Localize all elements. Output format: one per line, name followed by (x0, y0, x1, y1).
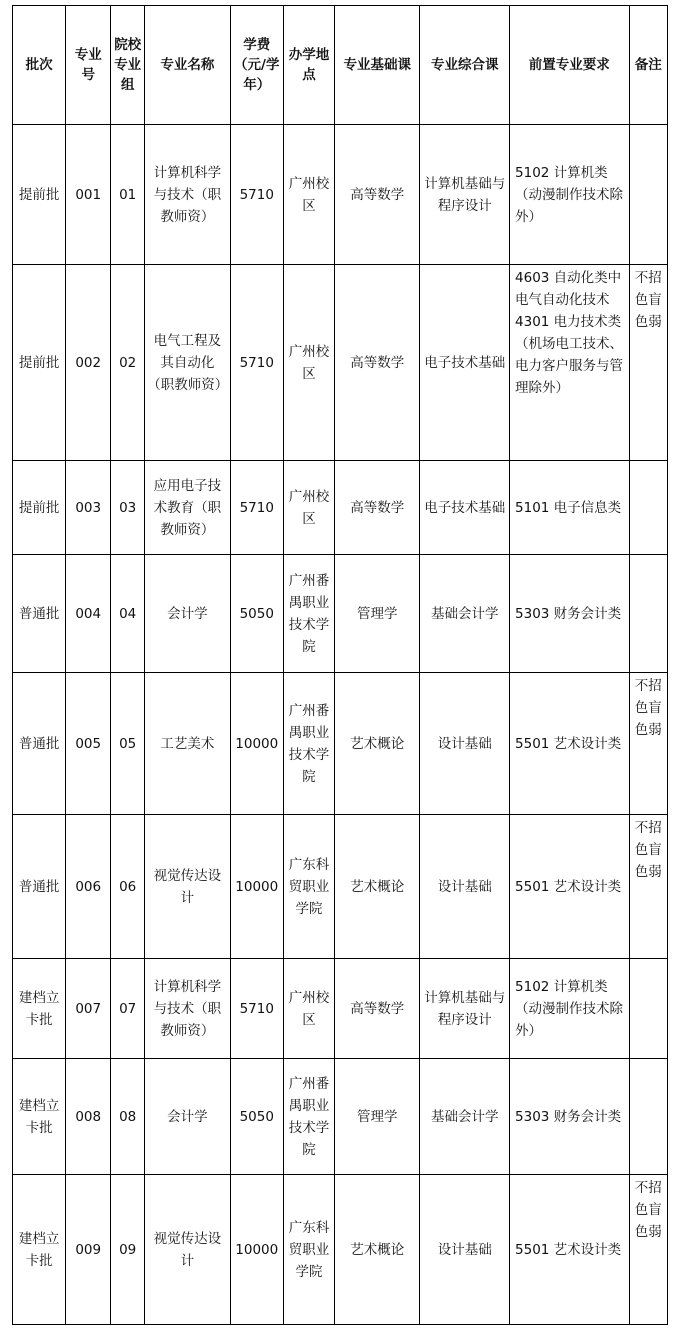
cell-location: 广州校区 (283, 461, 334, 555)
table-row (13, 555, 668, 673)
cell-base-course: 艺术概论 (335, 815, 420, 959)
header-tuition: 学费（元/学年） (230, 6, 283, 125)
cell-major-name: 应用电子技术教育（职教师资） (145, 461, 230, 555)
cell-tuition: 5050 (230, 1059, 283, 1175)
cell-group: 01 (111, 125, 145, 265)
cell-major-name: 视觉传达设计 (145, 815, 230, 959)
header-prereq: 前置专业要求 (510, 6, 629, 125)
cell-note (629, 125, 668, 265)
cell-comp-course: 设计基础 (420, 1175, 510, 1325)
cell-tuition: 10000 (230, 1175, 283, 1325)
cell-group: 08 (111, 1059, 145, 1175)
cell-batch: 建档立卡批 (13, 1175, 66, 1325)
cell-base-course: 高等数学 (335, 265, 420, 461)
header-base-course: 专业基础课 (335, 6, 420, 125)
cell-batch: 提前批 (13, 125, 66, 265)
table-row (13, 815, 668, 959)
cell-prereq: 4603 自动化类中电气自动化技术 4301 电力技术类（机场电工技术、电力客户服务与管理除外） (510, 265, 629, 461)
cell-prereq: 5102 计算机类（动漫制作技术除外） (510, 959, 629, 1059)
cell-comp-course: 电子技术基础 (420, 265, 510, 461)
cell-tuition: 5710 (230, 125, 283, 265)
cell-prereq: 5303 财务会计类 (510, 555, 629, 673)
cell-comp-course: 基础会计学 (420, 1059, 510, 1175)
table-row (13, 1175, 668, 1325)
cell-base-course: 高等数学 (335, 959, 420, 1059)
cell-comp-course: 设计基础 (420, 673, 510, 815)
cell-base-course: 高等数学 (335, 125, 420, 265)
admission-table (12, 5, 668, 1325)
cell-comp-course: 电子技术基础 (420, 461, 510, 555)
cell-note (629, 959, 668, 1059)
cell-group: 07 (111, 959, 145, 1059)
cell-tuition: 5050 (230, 555, 283, 673)
cell-prereq: 5501 艺术设计类 (510, 1175, 629, 1325)
header-row (13, 6, 668, 125)
table-row (13, 265, 668, 461)
cell-major-no: 003 (66, 461, 111, 555)
cell-group: 06 (111, 815, 145, 959)
cell-batch: 建档立卡批 (13, 959, 66, 1059)
cell-comp-course: 设计基础 (420, 815, 510, 959)
cell-base-course: 管理学 (335, 555, 420, 673)
cell-tuition: 10000 (230, 673, 283, 815)
header-location: 办学地点 (283, 6, 334, 125)
cell-prereq: 5501 艺术设计类 (510, 673, 629, 815)
cell-major-name: 计算机科学与技术（职教师资） (145, 959, 230, 1059)
cell-major-name: 工艺美术 (145, 673, 230, 815)
cell-group: 04 (111, 555, 145, 673)
cell-major-no: 009 (66, 1175, 111, 1325)
cell-comp-course: 计算机基础与程序设计 (420, 959, 510, 1059)
cell-note: 不招色盲色弱 (629, 815, 668, 959)
cell-prereq: 5501 艺术设计类 (510, 815, 629, 959)
cell-location: 广州校区 (283, 265, 334, 461)
cell-prereq: 5101 电子信息类 (510, 461, 629, 555)
cell-location: 广州校区 (283, 959, 334, 1059)
cell-batch: 建档立卡批 (13, 1059, 66, 1175)
cell-major-no: 008 (66, 1059, 111, 1175)
cell-comp-course: 基础会计学 (420, 555, 510, 673)
cell-major-no: 005 (66, 673, 111, 815)
table-row (13, 959, 668, 1059)
cell-group: 09 (111, 1175, 145, 1325)
cell-major-name: 会计学 (145, 1059, 230, 1175)
table-row (13, 125, 668, 265)
table-row (13, 673, 668, 815)
cell-group: 03 (111, 461, 145, 555)
admission-table-wrapper (12, 5, 668, 1325)
cell-note (629, 1059, 668, 1175)
cell-major-name: 会计学 (145, 555, 230, 673)
cell-group: 05 (111, 673, 145, 815)
cell-base-course: 艺术概论 (335, 673, 420, 815)
cell-note (629, 555, 668, 673)
cell-batch: 普通批 (13, 815, 66, 959)
cell-location: 广州番禺职业技术学院 (283, 673, 334, 815)
cell-major-no: 002 (66, 265, 111, 461)
cell-major-name: 计算机科学与技术（职教师资） (145, 125, 230, 265)
cell-major-no: 007 (66, 959, 111, 1059)
cell-major-no: 001 (66, 125, 111, 265)
cell-tuition: 10000 (230, 815, 283, 959)
table-row (13, 461, 668, 555)
cell-major-name: 视觉传达设计 (145, 1175, 230, 1325)
cell-prereq: 5102 计算机类（动漫制作技术除外） (510, 125, 629, 265)
cell-batch: 普通批 (13, 555, 66, 673)
header-note: 备注 (629, 6, 668, 125)
cell-base-course: 高等数学 (335, 461, 420, 555)
cell-major-no: 004 (66, 555, 111, 673)
cell-base-course: 艺术概论 (335, 1175, 420, 1325)
cell-note (629, 461, 668, 555)
cell-location: 广州校区 (283, 125, 334, 265)
cell-note: 不招色盲色弱 (629, 1175, 668, 1325)
cell-location: 广东科贸职业学院 (283, 815, 334, 959)
cell-base-course: 管理学 (335, 1059, 420, 1175)
cell-batch: 提前批 (13, 265, 66, 461)
cell-batch: 普通批 (13, 673, 66, 815)
cell-location: 广州番禺职业技术学院 (283, 1059, 334, 1175)
header-comp-course: 专业综合课 (420, 6, 510, 125)
cell-major-no: 006 (66, 815, 111, 959)
cell-location: 广州番禺职业技术学院 (283, 555, 334, 673)
cell-location: 广东科贸职业学院 (283, 1175, 334, 1325)
cell-comp-course: 计算机基础与程序设计 (420, 125, 510, 265)
header-major-no: 专业号 (66, 6, 111, 125)
table-row (13, 1059, 668, 1175)
header-major-name: 专业名称 (145, 6, 230, 125)
cell-group: 02 (111, 265, 145, 461)
cell-batch: 提前批 (13, 461, 66, 555)
header-group: 院校专业组 (111, 6, 145, 125)
cell-tuition: 5710 (230, 959, 283, 1059)
cell-prereq: 5303 财务会计类 (510, 1059, 629, 1175)
cell-note: 不招色盲色弱 (629, 673, 668, 815)
header-batch: 批次 (13, 6, 66, 125)
cell-major-name: 电气工程及其自动化（职教师资） (145, 265, 230, 461)
cell-tuition: 5710 (230, 265, 283, 461)
cell-tuition: 5710 (230, 461, 283, 555)
cell-note: 不招色盲色弱 (629, 265, 668, 461)
